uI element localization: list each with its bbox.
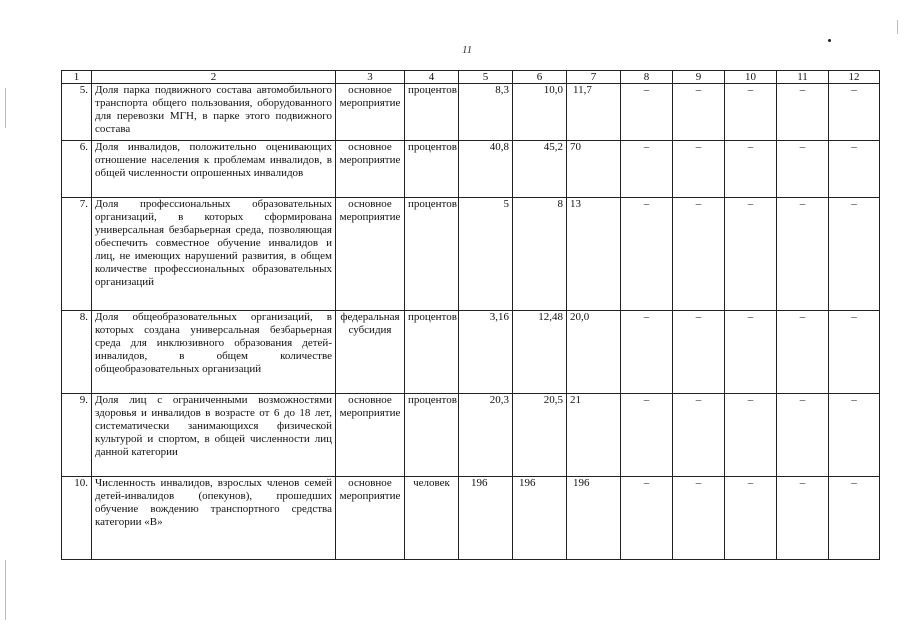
header-cell: 7: [567, 71, 621, 84]
indicator-name: Доля профессиональных образовательных организаций, в которых сформирована универсальная безбарьерная среда, позволяющая обеспечить совместное обучение инвалидов и лиц, не имеющих нарушений развития, в общем количестве профессиональных образовательных организаций: [92, 198, 336, 311]
row-number: 7.: [62, 198, 92, 311]
value-col8: –: [621, 477, 673, 560]
value-col6: 45,2: [513, 141, 567, 198]
value-col7: 21: [567, 394, 621, 477]
value-col12: –: [829, 84, 880, 141]
unit: процентов: [405, 84, 459, 141]
header-cell: 3: [336, 71, 405, 84]
value-col7: 13: [567, 198, 621, 311]
row-number: 10.: [62, 477, 92, 560]
value-col5: 196: [459, 477, 513, 560]
header-cell: 1: [62, 71, 92, 84]
header-cell: 8: [621, 71, 673, 84]
header-cell: 11: [777, 71, 829, 84]
unit: процентов: [405, 198, 459, 311]
indicator-name: Доля инвалидов, положительно оценивающих отношение населения к проблемам инвалидов, в общей численности опрошенных инвалидов: [92, 141, 336, 198]
value-col11: –: [777, 311, 829, 394]
value-col8: –: [621, 311, 673, 394]
value-col5: 40,8: [459, 141, 513, 198]
value-col5: 5: [459, 198, 513, 311]
value-col12: –: [829, 394, 880, 477]
header-cell: 6: [513, 71, 567, 84]
value-col8: –: [621, 394, 673, 477]
unit: процентов: [405, 141, 459, 198]
value-col6: 12,48: [513, 311, 567, 394]
value-col10: –: [725, 394, 777, 477]
indicator-name: Доля парка подвижного состава автомобильного транспорта общего пользования, оборудованного для перевозки МГН, в парке этого подвижного состава: [92, 84, 336, 141]
value-col6: 20,5: [513, 394, 567, 477]
scan-edge-mark: [5, 560, 6, 620]
value-col11: –: [777, 84, 829, 141]
indicator-name: Доля общеобразовательных организаций, в которых создана универсальная безбарьерная среда для инклюзивного образования детей-инвалидов, в общем количестве общеобразовательных организаций: [92, 311, 336, 394]
scan-edge-mark: [897, 20, 898, 34]
table-header-row: [62, 71, 880, 84]
scan-edge-mark: [5, 88, 6, 128]
unit: процентов: [405, 311, 459, 394]
value-col8: –: [621, 198, 673, 311]
value-col7: 11,7: [567, 84, 621, 141]
value-col10: –: [725, 311, 777, 394]
value-col6: 10,0: [513, 84, 567, 141]
header-cell: 12: [829, 71, 880, 84]
table-row: [62, 198, 880, 311]
unit: человек: [405, 477, 459, 560]
header-cell: 2: [92, 71, 336, 84]
value-col9: –: [673, 477, 725, 560]
value-col6: 196: [513, 477, 567, 560]
indicators-table: [61, 70, 880, 560]
funding-source: основное мероприятие: [336, 394, 405, 477]
value-col7: 70: [567, 141, 621, 198]
row-number: 6.: [62, 141, 92, 198]
value-col10: –: [725, 198, 777, 311]
table-row: [62, 141, 880, 198]
table-row: [62, 84, 880, 141]
value-col12: –: [829, 311, 880, 394]
row-number: 5.: [62, 84, 92, 141]
unit: процентов: [405, 394, 459, 477]
value-col7: 20,0: [567, 311, 621, 394]
value-col7: 196: [567, 477, 621, 560]
indicator-name: Численность инвалидов, взрослых членов семей детей-инвалидов (опекунов), прошедших обучение вождению транспортного средства категории «В»: [92, 477, 336, 560]
value-col12: –: [829, 141, 880, 198]
value-col5: 8,3: [459, 84, 513, 141]
scan-dot: [828, 39, 831, 42]
header-cell: 5: [459, 71, 513, 84]
value-col6: 8: [513, 198, 567, 311]
funding-source: основное мероприятие: [336, 84, 405, 141]
funding-source: федеральная субсидия: [336, 311, 405, 394]
value-col10: –: [725, 141, 777, 198]
header-cell: 9: [673, 71, 725, 84]
funding-source: основное мероприятие: [336, 477, 405, 560]
funding-source: основное мероприятие: [336, 141, 405, 198]
value-col8: –: [621, 84, 673, 141]
row-number: 8.: [62, 311, 92, 394]
page-number: 11: [462, 44, 473, 56]
value-col8: –: [621, 141, 673, 198]
value-col11: –: [777, 198, 829, 311]
table-row: [62, 394, 880, 477]
value-col5: 3,16: [459, 311, 513, 394]
value-col9: –: [673, 311, 725, 394]
value-col11: –: [777, 394, 829, 477]
table-row: [62, 311, 880, 394]
header-cell: 10: [725, 71, 777, 84]
value-col11: –: [777, 477, 829, 560]
indicator-name: Доля лиц с ограниченными возможностями здоровья и инвалидов в возрасте от 6 до 18 лет, систематически занимающихся физической культурой и спортом, в общей численности лиц данной категории: [92, 394, 336, 477]
value-col9: –: [673, 84, 725, 141]
value-col9: –: [673, 394, 725, 477]
row-number: 9.: [62, 394, 92, 477]
funding-source: основное мероприятие: [336, 198, 405, 311]
value-col10: –: [725, 84, 777, 141]
value-col5: 20,3: [459, 394, 513, 477]
value-col9: –: [673, 141, 725, 198]
value-col9: –: [673, 198, 725, 311]
table-row: [62, 477, 880, 560]
value-col10: –: [725, 477, 777, 560]
value-col12: –: [829, 198, 880, 311]
header-cell: 4: [405, 71, 459, 84]
value-col12: –: [829, 477, 880, 560]
value-col11: –: [777, 141, 829, 198]
